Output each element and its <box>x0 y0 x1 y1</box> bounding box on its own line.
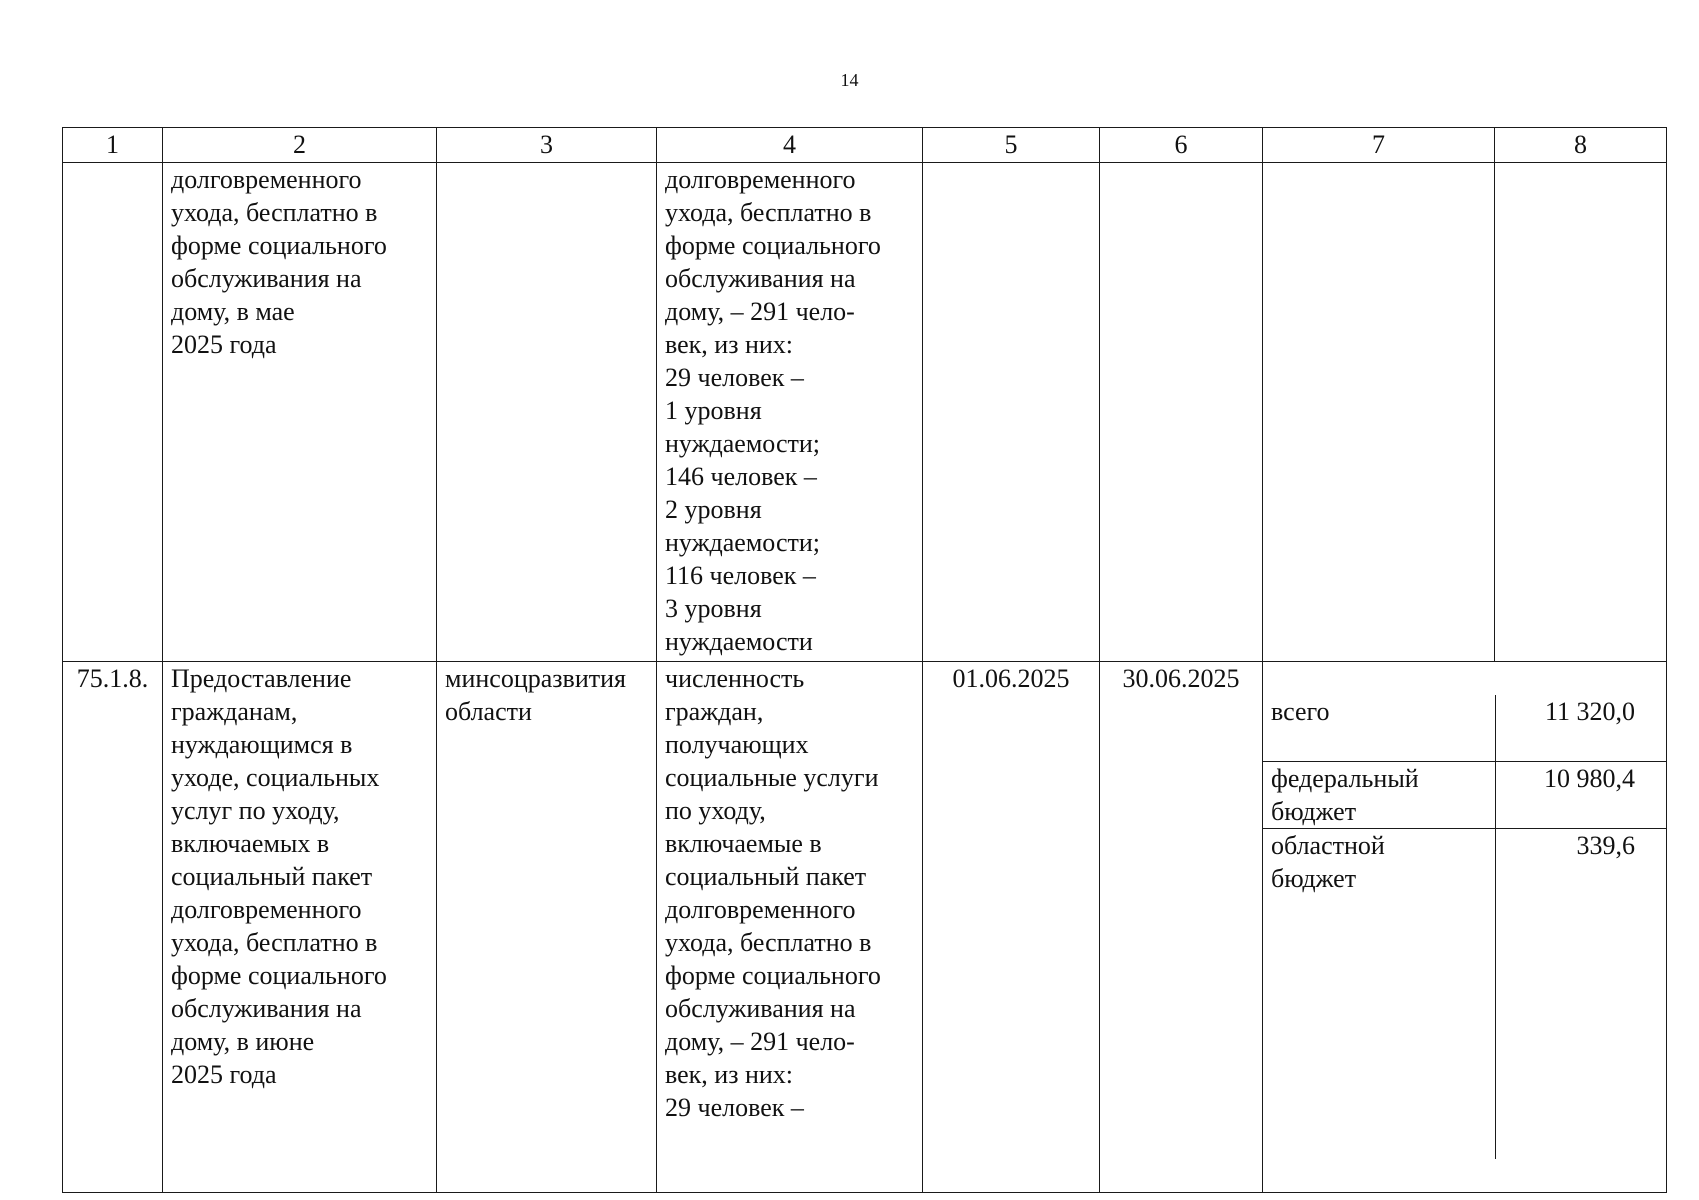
table-row-continued <box>63 163 1667 662</box>
table-row-75-1-8 <box>63 662 1667 1193</box>
cell-end-date: 30.06.2025 <box>1100 662 1263 1193</box>
column-header-8: 8 <box>1495 128 1667 163</box>
funding-source: областной бюджет <box>1263 829 1495 1160</box>
cell-start-date <box>923 163 1100 662</box>
cell-end-date <box>1100 163 1263 662</box>
cell-event: Предоставление гражданам, нуждающимся в уходе, социальных услуг по уходу, включаемых в социальный пакет долговременного ухода, бесплатно в форме социального обслуживания на дому, в июне 2025 года <box>163 662 437 1193</box>
funding-row-federal <box>1263 762 1667 829</box>
program-table <box>62 127 1667 1193</box>
cell-executor <box>437 163 657 662</box>
funding-amount: 339,6 <box>1495 829 1667 1160</box>
cell-funding-amount <box>1495 163 1667 662</box>
cell-funding-source <box>1263 163 1495 662</box>
cell-number: 75.1.8. <box>63 662 163 1193</box>
funding-amount: 11 320,0 <box>1495 695 1667 762</box>
column-number-row <box>63 128 1667 163</box>
funding-row-total <box>1263 695 1667 762</box>
funding-row-regional <box>1263 829 1667 1160</box>
funding-cell <box>1263 662 1667 1193</box>
cell-event: долговременного ухода, бесплатно в форме социального обслуживания на дому, в мае 2025 года <box>163 163 437 662</box>
column-header-6: 6 <box>1100 128 1263 163</box>
funding-amount: 10 980,4 <box>1495 762 1667 829</box>
funding-source: всего <box>1271 697 1330 726</box>
cell-indicator: численность граждан, получающих социальные услуги по уходу, включаемые в социальный пакет долговременного ухода, бесплатно в форме социального обслуживания на дому, – 291 чело- век, из них: 29 человек – <box>657 662 923 1193</box>
funding-source: федеральный бюджет <box>1263 762 1495 829</box>
cell-indicator: долговременного ухода, бесплатно в форме социального обслуживания на дому, – 291 чело- век, из них: 29 человек – 1 уровня нуждаемости; 146 человек – 2 уровня нуждаемости; 116 человек – 3 уровня нуждаемости <box>657 163 923 662</box>
page-number: 14 <box>840 70 859 90</box>
column-header-1: 1 <box>63 128 163 163</box>
cell-start-date: 01.06.2025 <box>923 662 1100 1193</box>
column-header-3: 3 <box>437 128 657 163</box>
cell-executor: минсоцразвития области <box>437 662 657 1193</box>
column-header-5: 5 <box>923 128 1100 163</box>
funding-table <box>1263 695 1667 1159</box>
column-header-7: 7 <box>1263 128 1495 163</box>
cell-number <box>63 163 163 662</box>
column-header-2: 2 <box>163 128 437 163</box>
column-header-4: 4 <box>657 128 923 163</box>
